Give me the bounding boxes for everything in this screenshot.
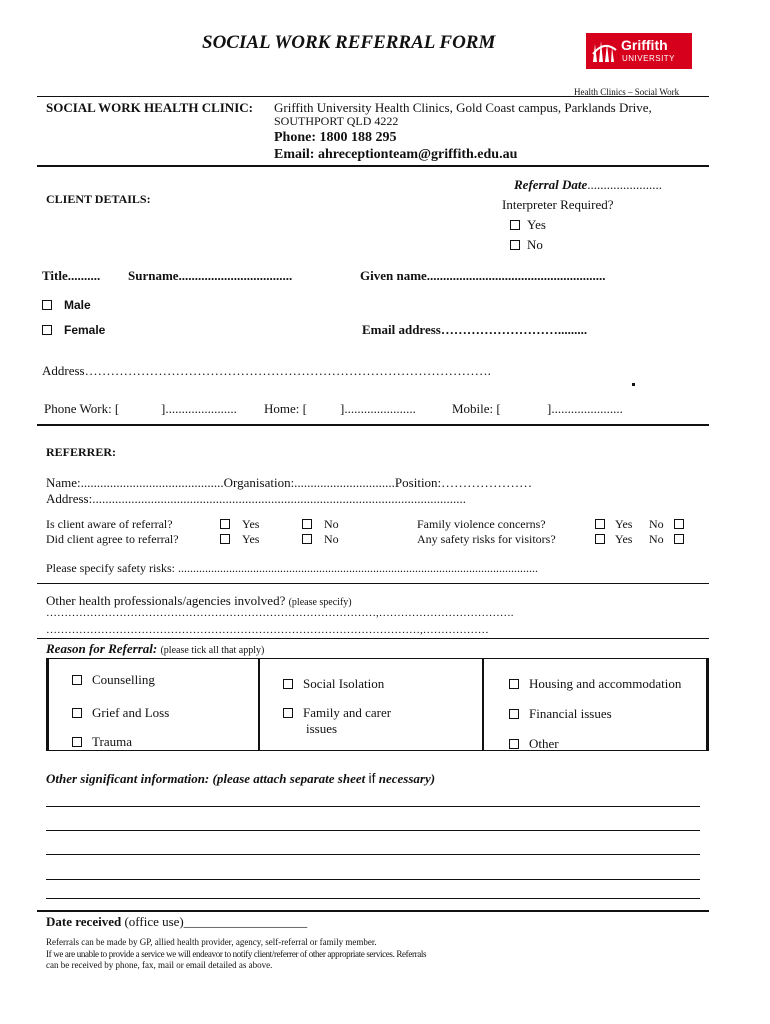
reason-table-divider-2: [482, 659, 484, 750]
phone-row: [44, 401, 704, 419]
other-info-line-4[interactable]: [46, 879, 700, 880]
referrer-rule: [37, 583, 709, 584]
safety-risk-no-checkbox[interactable]: [674, 534, 684, 544]
client-address-field[interactable]: Address………………………………………………………………………………….: [42, 363, 491, 378]
client-agree-no-label: No: [324, 532, 339, 546]
other-health-rule: [37, 638, 709, 639]
interpreter-yes-label: Yes: [527, 217, 546, 232]
referrer-name-org-position-fields[interactable]: Name:............................................Organisation:...............................Position:…………………: [46, 475, 533, 490]
client-aware-no-label: No: [324, 517, 339, 531]
referral-date[interactable]: [514, 177, 662, 193]
safety-risk-yes-checkbox[interactable]: [595, 534, 605, 544]
client-aware-yes-checkbox[interactable]: [220, 519, 230, 529]
other-info-label-if: if: [368, 770, 376, 786]
reason-option-housing[interactable]: [509, 676, 681, 692]
reason-checkbox[interactable]: [72, 737, 82, 747]
date-received: [46, 914, 307, 930]
date-received-label: Date received: [46, 914, 122, 929]
email-address-field[interactable]: Email address……………………….........: [362, 322, 588, 337]
footer-note-1: Referrals can be made by GP, allied health provider, agency, self-referral or family member.: [46, 937, 377, 947]
client-aware-no-checkbox[interactable]: [302, 519, 312, 529]
safety-risk-no-label: No: [649, 532, 664, 546]
client-aware-yes-label: Yes: [242, 517, 260, 531]
other-info-line-1[interactable]: [46, 806, 700, 807]
interpreter-label: Interpreter Required?: [502, 197, 614, 212]
logo-wordmark-bottom: UNIVERSITY: [622, 54, 676, 63]
family-violence-yes[interactable]: [595, 517, 632, 532]
client-agree-no-checkbox[interactable]: [302, 534, 312, 544]
reason-table-divider-4: [706, 659, 708, 750]
reason-option-label: Counselling: [92, 672, 155, 687]
female-checkbox[interactable]: [42, 325, 52, 335]
client-aware-yes[interactable]: [220, 517, 259, 532]
safety-risk-question: Any safety risks for visitors?: [417, 532, 556, 546]
reason-option-grief-and-loss[interactable]: [72, 705, 169, 721]
client-details-label: CLIENT DETAILS:: [46, 192, 151, 206]
reason-option-other[interactable]: [509, 736, 559, 752]
footer-note-3: can be received by phone, fax, mail or email detailed as above.: [46, 960, 273, 970]
interpreter-no-option[interactable]: [510, 237, 543, 253]
reason-option-label: Housing and accommodation: [529, 676, 682, 691]
interpreter-no-label: No: [527, 237, 543, 252]
other-info-label-b: necessary): [375, 771, 436, 786]
other-info-line-5[interactable]: [46, 898, 700, 899]
safety-risk-yes-label: Yes: [615, 532, 633, 546]
date-received-field[interactable]: (office use)___________________: [121, 914, 308, 929]
mobile-label: Mobile: [: [452, 401, 501, 416]
client-agree-question: Did client agree to referral?: [46, 532, 179, 546]
clinic-address-line2: SOUTHPORT QLD 4222: [274, 114, 399, 128]
reason-option-family-and-carer-cont: issues: [306, 721, 338, 736]
reason-option-label: Grief and Loss: [92, 705, 170, 720]
reason-checkbox[interactable]: [72, 675, 82, 685]
footer-rule: [37, 910, 709, 912]
reason-option-social-isolation[interactable]: [283, 676, 384, 692]
reason-checkbox[interactable]: [72, 708, 82, 718]
referrer-label: REFERRER:: [46, 445, 117, 459]
other-health-field-line1[interactable]: ………………………………………………………………………………,……………………………….: [46, 607, 514, 619]
other-health-field-line2[interactable]: …………………………………………………………………………………………,………………: [46, 624, 489, 636]
griffith-emblem-icon: [590, 36, 620, 66]
given-name-field[interactable]: Given name.......................................................: [360, 268, 606, 283]
surname-field[interactable]: Surname...................................: [128, 268, 293, 283]
family-violence-question: Family violence concerns?: [417, 517, 546, 531]
reason-heading: [46, 641, 264, 657]
male-option[interactable]: [42, 298, 91, 312]
female-option[interactable]: [42, 323, 105, 337]
logo-wordmark-top: Griffith: [621, 37, 668, 53]
reason-option-label: Trauma: [92, 734, 132, 749]
client-agree-yes[interactable]: [220, 532, 259, 547]
reason-option-label: Financial issues: [529, 706, 612, 721]
phone-work-field[interactable]: ]......................: [161, 401, 237, 416]
client-aware-question: Is client aware of referral?: [46, 517, 173, 531]
consent-questions: [46, 517, 706, 551]
client-aware-no[interactable]: [302, 517, 339, 532]
reason-option-family-and-carer[interactable]: [283, 705, 391, 721]
other-info-label: [46, 770, 435, 787]
other-health-label: Other health professionals/agencies involved?: [46, 593, 286, 608]
please-specify-hint: (please specify): [288, 597, 352, 608]
referrer-address-field[interactable]: Address:...................................................................................................................: [46, 491, 466, 506]
safety-risk-yes[interactable]: [595, 532, 632, 547]
reason-table-divider-3: [47, 659, 49, 750]
reason-checkbox[interactable]: [509, 679, 519, 689]
reason-checkbox[interactable]: [283, 708, 293, 718]
interpreter-yes-option[interactable]: [510, 217, 546, 233]
family-violence-no-label: No: [649, 517, 664, 531]
family-violence-yes-label: Yes: [615, 517, 633, 531]
other-info-line-2[interactable]: [46, 830, 700, 831]
referral-date-field[interactable]: .......................: [587, 177, 663, 192]
other-info-label-a: Other significant information: (please attach separate sheet: [46, 771, 369, 786]
clinic-email: Email: ahreceptionteam@griffith.edu.au: [274, 147, 518, 162]
reason-checkbox[interactable]: [283, 679, 293, 689]
reason-option-trauma[interactable]: [72, 734, 132, 750]
title-field[interactable]: Title..........: [42, 268, 101, 283]
male-label: Male: [64, 298, 91, 312]
male-checkbox[interactable]: [42, 300, 52, 310]
client-rule: [37, 424, 709, 426]
header-subtitle: Health Clinics – Social Work: [574, 87, 680, 97]
interpreter-no-checkbox[interactable]: [510, 240, 520, 250]
mobile-field[interactable]: ]......................: [547, 401, 623, 416]
client-agree-no[interactable]: [302, 532, 339, 547]
griffith-logo: [586, 33, 692, 69]
stray-dot: [632, 383, 635, 386]
clinic-phone: Phone: 1800 188 295: [274, 130, 397, 145]
family-violence-no-checkbox[interactable]: [674, 519, 684, 529]
reason-checkbox[interactable]: [509, 739, 519, 749]
reason-option-financial[interactable]: [509, 706, 612, 722]
reason-table-divider-1: [258, 659, 260, 750]
interpreter-yes-checkbox[interactable]: [510, 220, 520, 230]
home-phone-label: Home: [: [264, 401, 307, 416]
safety-risks-specify-field[interactable]: Please specify safety risks: ........................................................................................................................: [46, 561, 538, 575]
client-agree-yes-label: Yes: [242, 532, 260, 546]
reason-option-label: Social Isolation: [303, 676, 385, 691]
reason-option-counselling[interactable]: [72, 672, 155, 688]
reason-table: [46, 658, 709, 751]
referral-date-label: Referral Date: [514, 177, 588, 192]
reason-checkbox[interactable]: [509, 709, 519, 719]
family-violence-yes-checkbox[interactable]: [595, 519, 605, 529]
clinic-label: SOCIAL WORK HEALTH CLINIC:: [46, 100, 253, 115]
safety-risk-no[interactable]: [649, 532, 691, 547]
other-info-line-3[interactable]: [46, 854, 700, 855]
reason-option-label: Family and carer: [303, 705, 392, 720]
reason-hint: (please tick all that apply): [160, 645, 265, 656]
client-agree-yes-checkbox[interactable]: [220, 534, 230, 544]
phone-work-label: Phone Work: [: [44, 401, 120, 416]
female-label: Female: [64, 323, 106, 337]
clinic-rule: [37, 165, 709, 167]
form-title: SOCIAL WORK REFERRAL FORM: [202, 32, 496, 53]
clinic-address-line1: Griffith University Health Clinics, Gold Coast campus, Parklands Drive,: [274, 100, 652, 115]
header-rule: [37, 96, 709, 97]
footer-note-2: If we are unable to provide a service we will endeavor to notify client/referrer of other appropriate services. Referrals: [46, 949, 427, 959]
family-violence-no[interactable]: [649, 517, 691, 532]
home-phone-field[interactable]: ]......................: [340, 401, 416, 416]
reason-option-label: Other: [529, 736, 559, 751]
reason-label: Reason for Referral:: [46, 641, 158, 656]
